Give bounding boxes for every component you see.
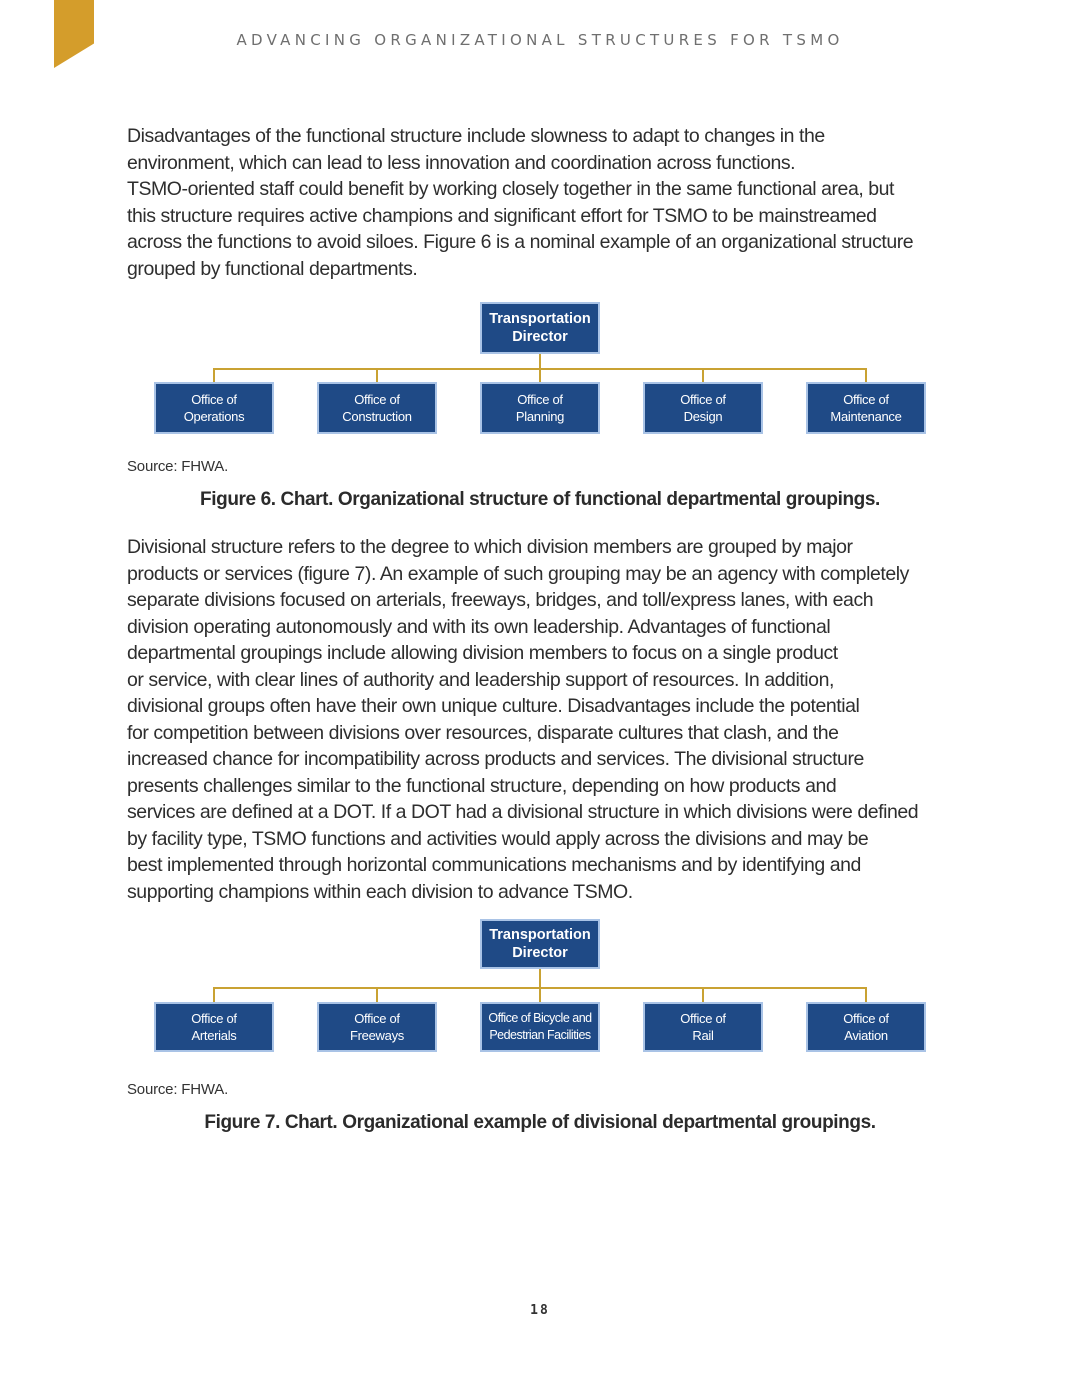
org-node-office-of-design bbox=[643, 382, 763, 434]
text-line: for competition between divisions over resources, disparate cultures that clash, and the bbox=[127, 721, 839, 744]
text-line: across the functions to avoid siloes. Figure 6 is a nominal example of an organizational structure bbox=[127, 231, 914, 253]
text-line: departmental groupings include allowing division members to focus on a single product bbox=[127, 642, 838, 664]
node-label: Office of bbox=[354, 392, 400, 407]
connector-line bbox=[539, 969, 541, 1002]
connector-line bbox=[702, 368, 704, 382]
text-line: by facility type, TSMO functions and activities would apply across the divisions and may be bbox=[127, 827, 869, 850]
figure-7-source: Source: FHWA. bbox=[127, 1081, 229, 1098]
node-label: Office of bbox=[354, 1011, 400, 1026]
node-label: Office of bbox=[680, 1011, 726, 1026]
node-label: Freeways bbox=[350, 1028, 404, 1043]
node-label: Rail bbox=[692, 1028, 714, 1043]
node-label: Design bbox=[683, 409, 723, 424]
text-line: Disadvantages of the functional structure include slowness to adapt to changes in the bbox=[127, 125, 825, 147]
node-label: Office of Bicycle and bbox=[488, 1011, 592, 1025]
node-label: Office of bbox=[191, 1011, 237, 1026]
org-node-office-of-maintenance bbox=[806, 382, 926, 434]
connector-line bbox=[376, 987, 378, 1002]
node-label: Office of bbox=[843, 1011, 889, 1026]
org-node-office-of-operations bbox=[154, 382, 274, 434]
node-label: Office of bbox=[680, 392, 726, 407]
node-label: Construction bbox=[342, 409, 412, 424]
connector-line bbox=[376, 368, 378, 382]
org-node-office-of-freeways bbox=[317, 1002, 437, 1052]
body-paragraph-2 bbox=[127, 534, 957, 905]
org-node-office-of-rail bbox=[643, 1002, 763, 1052]
org-node-transportation-director bbox=[480, 919, 600, 969]
org-node-office-of-arterials bbox=[154, 1002, 274, 1052]
connector-line bbox=[213, 987, 215, 1002]
text-line: divisional groups often have their own unique culture. Disadvantages include the potential bbox=[127, 695, 860, 717]
node-label: Maintenance bbox=[830, 409, 902, 424]
text-line: Divisional structure refers to the degree to which division members are grouped by major bbox=[127, 536, 853, 558]
connector-line bbox=[213, 368, 215, 382]
connector-line bbox=[865, 368, 867, 382]
node-label: Aviation bbox=[844, 1028, 888, 1043]
figure-6-org-chart bbox=[0, 302, 1080, 437]
node-label: Planning bbox=[515, 409, 565, 424]
text-line: TSMO-oriented staff could benefit by working closely together in the same functional area, but bbox=[127, 178, 895, 200]
node-label: Transportation bbox=[489, 311, 591, 327]
text-line: increased chance for incompatibility across products and services. The divisional structure bbox=[127, 748, 864, 770]
connector-line bbox=[702, 987, 704, 1002]
running-header: ADVANCING ORGANIZATIONAL STRUCTURES FOR TSMO bbox=[236, 31, 844, 49]
node-label: Director bbox=[512, 945, 568, 961]
text-line: environment, which can lead to less innovation and coordination across functions. bbox=[127, 151, 796, 174]
figure-7-caption: Figure 7. Chart. Organizational example of divisional departmental groupings. bbox=[204, 1112, 876, 1133]
text-line: separate divisions focused on arterials, freeways, bridges, and toll/express lanes, with each bbox=[127, 589, 874, 611]
node-label: Office of bbox=[191, 392, 237, 407]
figure-6-caption: Figure 6. Chart. Organizational structure of functional departmental groupings. bbox=[200, 489, 880, 510]
node-label: Transportation bbox=[489, 927, 591, 943]
org-node-office-of-aviation bbox=[806, 1002, 926, 1052]
node-label: Pedestrian Facilities bbox=[489, 1028, 591, 1042]
text-line: best implemented through horizontal communications mechanisms and by identifying and bbox=[127, 854, 861, 876]
text-line: presents challenges similar to the functional structure, depending on how products and bbox=[127, 774, 837, 797]
text-line: this structure requires active champions and significant effort for TSMO to be mainstreamed bbox=[127, 204, 877, 227]
figure-7-org-chart bbox=[0, 919, 1080, 1054]
page-number: 18 bbox=[530, 1303, 550, 1318]
node-label: Arterials bbox=[191, 1028, 237, 1043]
node-label: Office of bbox=[517, 392, 563, 407]
connector-line bbox=[865, 987, 867, 1002]
node-label: Director bbox=[512, 329, 568, 345]
text-line: or service, with clear lines of authority and leadership support of resources. In addition, bbox=[127, 668, 834, 691]
org-node-office-of-planning bbox=[480, 382, 600, 434]
text-line: supporting champions within each division to advance TSMO. bbox=[127, 880, 633, 903]
org-node-office-of-construction bbox=[317, 382, 437, 434]
org-node-transportation-director bbox=[480, 302, 600, 354]
figure-6-source: Source: FHWA. bbox=[127, 458, 229, 475]
text-line: grouped by functional departments. bbox=[127, 257, 418, 280]
connector-line bbox=[213, 368, 867, 370]
text-line: division operating autonomously and with its own leadership. Advantages of functional bbox=[127, 615, 831, 638]
org-node-office-of-bicycle-and-pedestrian-facilities bbox=[480, 1002, 600, 1052]
node-label: Office of bbox=[843, 392, 889, 407]
text-line: services are defined at a DOT. If a DOT had a divisional structure in which divisions were defined bbox=[127, 801, 919, 823]
body-paragraph-1 bbox=[127, 123, 957, 282]
connector-line bbox=[213, 987, 867, 989]
text-line: products or services (figure 7). An example of such grouping may be an agency with completely bbox=[127, 562, 909, 585]
node-label: Operations bbox=[183, 409, 245, 424]
